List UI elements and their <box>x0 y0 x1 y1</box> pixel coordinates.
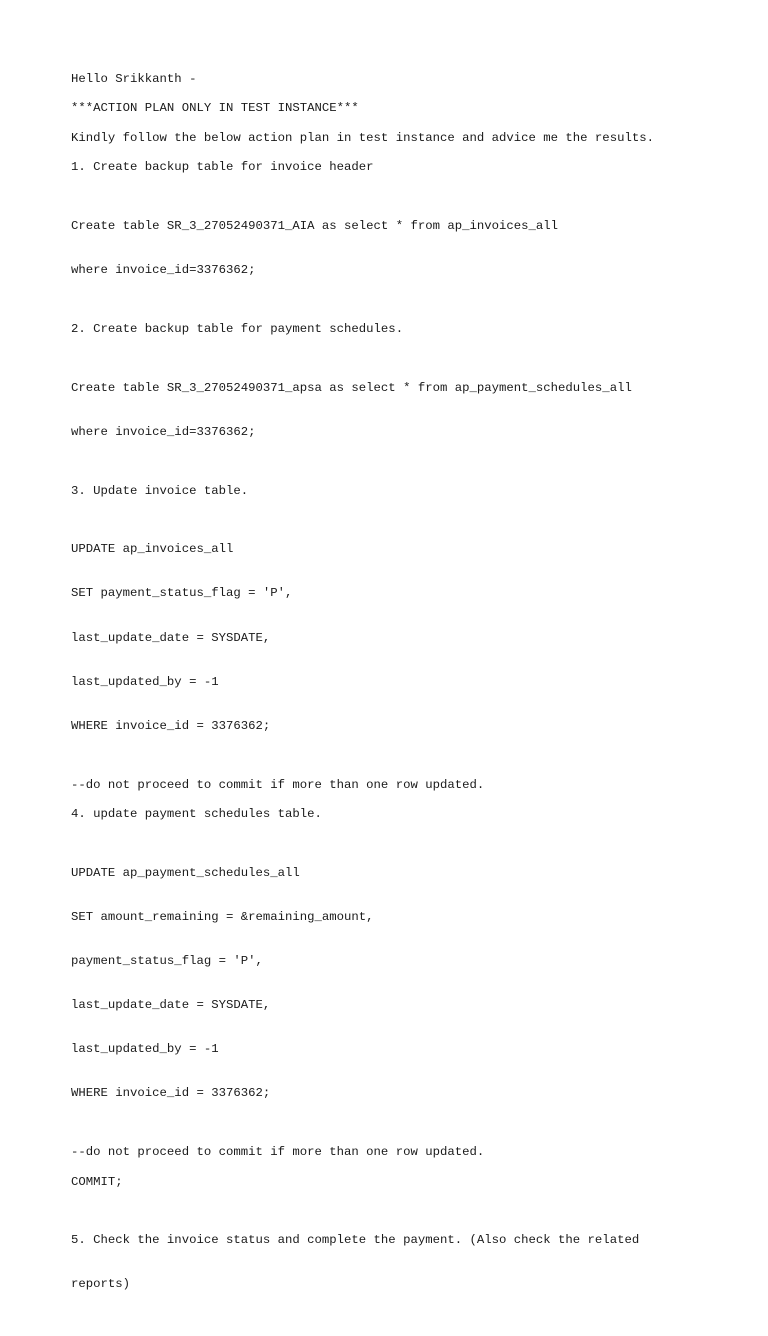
greeting: Hello Srikkanth - <box>71 72 197 86</box>
step4-heading: 4. update payment schedules table. <box>71 807 322 821</box>
sql-line: SET amount_remaining = &remaining_amount, <box>71 909 374 924</box>
step5-line: reports) <box>71 1277 131 1292</box>
sql-line: last_updated_by = -1 <box>71 1042 219 1057</box>
sql-line: last_update_date = SYSDATE, <box>71 630 271 645</box>
banner-warning: ***ACTION PLAN ONLY IN TEST INSTANCE*** <box>71 101 359 116</box>
sql-line: WHERE invoice_id = 3376362; <box>71 1086 271 1101</box>
step5-line: 5. Check the invoice status and complete the payment. (Also check the related <box>71 1233 640 1248</box>
sql-line: UPDATE ap_payment_schedules_all <box>71 865 300 880</box>
sql-line: UPDATE ap_invoices_all <box>71 542 234 557</box>
email-body <box>71 72 731 1336</box>
commit-statement: COMMIT; <box>71 1174 123 1189</box>
intro-text: Kindly follow the below action plan in test instance and advice me the results. <box>71 130 654 145</box>
step1-heading: 1. Create backup table for invoice header <box>71 160 374 175</box>
sql-line: where invoice_id=3376362; <box>71 263 256 278</box>
step3-note: --do not proceed to commit if more than one row updated. <box>71 777 485 792</box>
step1-sql-block <box>71 190 731 308</box>
sql-line: where invoice_id=3376362; <box>71 424 256 439</box>
sql-line: SET payment_status_flag = 'P', <box>71 586 293 601</box>
sql-line: WHERE invoice_id = 3376362; <box>71 718 271 733</box>
step2-sql-block <box>71 351 731 469</box>
step2-heading: 2. Create backup table for payment schedules. <box>71 321 404 336</box>
sql-line: last_updated_by = -1 <box>71 674 219 689</box>
sql-line: payment_status_flag = 'P', <box>71 954 263 969</box>
sql-line: Create table SR_3_27052490371_AIA as select * from ap_invoices_all <box>71 218 559 233</box>
step4-sql-block <box>71 836 731 1130</box>
step3-sql-block <box>71 513 731 763</box>
sql-line: Create table SR_3_27052490371_apsa as select * from ap_payment_schedules_all <box>71 380 632 395</box>
step3-heading: 3. Update invoice table. <box>71 483 249 498</box>
step4-note: --do not proceed to commit if more than one row updated. <box>71 1145 485 1160</box>
step5-text <box>71 1204 731 1322</box>
sql-line: last_update_date = SYSDATE, <box>71 998 271 1013</box>
